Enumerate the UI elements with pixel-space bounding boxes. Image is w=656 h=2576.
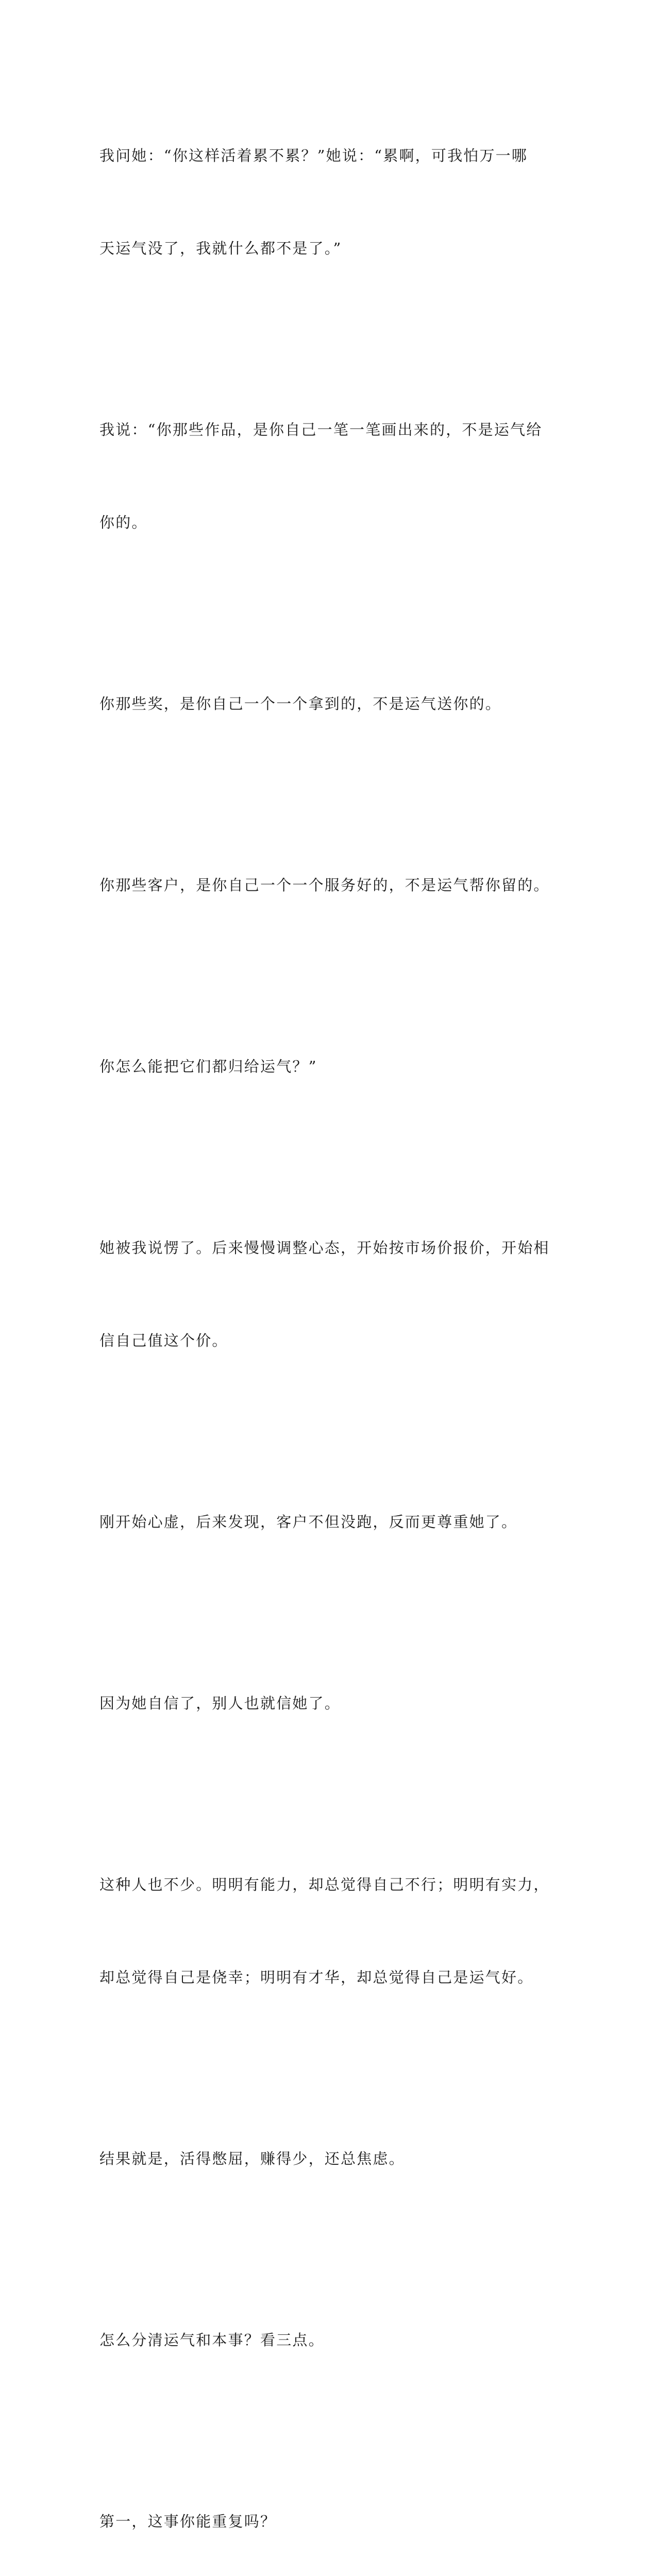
paragraph <box>99 352 563 600</box>
text-line: 她被我说愣了。后来慢慢调整心态，开始按市场价报价，开始相 <box>99 1239 550 1257</box>
text-line: 却总觉得自己是侥幸；明明有才华，却总觉得自己是运气好。 <box>99 1969 534 1986</box>
paragraph <box>99 1445 563 1599</box>
text-line: 我说：“你那些作品，是你自己一笔一笔画出来的，不是运气给 <box>99 421 543 438</box>
text-line: 怎么分清运气和本事？看三点。 <box>99 2331 325 2349</box>
text-line: 你怎么能把它们都归给运气？” <box>99 1058 317 1075</box>
paragraph <box>99 2081 563 2236</box>
paragraph <box>99 78 563 326</box>
text-line: 天运气没了，我就什么都不是了。” <box>99 240 342 257</box>
text-line: 信自己值这个价。 <box>99 1332 228 1349</box>
paragraph <box>99 1626 563 1781</box>
paragraph <box>99 989 563 1144</box>
text-line: 刚开始心虚，后来发现，客户不但没跑，反而更尊重她了。 <box>99 1513 518 1531</box>
paragraph <box>99 808 563 962</box>
paragraph <box>99 2444 563 2576</box>
paragraph <box>99 2263 563 2417</box>
text-line: 第一，这事你能重复吗？ <box>99 2513 277 2530</box>
text-line: 我问她：“你这样活着累不累？”她说：“累啊，可我怕万一哪 <box>99 147 528 164</box>
text-line: 因为她自信了，别人也就信她了。 <box>99 1694 341 1712</box>
text-line: 你那些客户，是你自己一个一个服务好的，不是运气帮你留的。 <box>99 876 550 894</box>
paragraph <box>99 1171 563 1418</box>
paragraph <box>99 1807 563 2055</box>
article-body <box>99 78 563 2576</box>
paragraph <box>99 626 563 781</box>
text-line: 你的。 <box>99 514 148 531</box>
text-line: 结果就是，活得憋屈，赚得少，还总焦虑。 <box>99 2150 405 2167</box>
text-line: 你那些奖，是你自己一个一个拿到的，不是运气送你的。 <box>99 695 502 713</box>
text-line: 这种人也不少。明明有能力，却总觉得自己不行；明明有实力， <box>99 1876 550 1893</box>
